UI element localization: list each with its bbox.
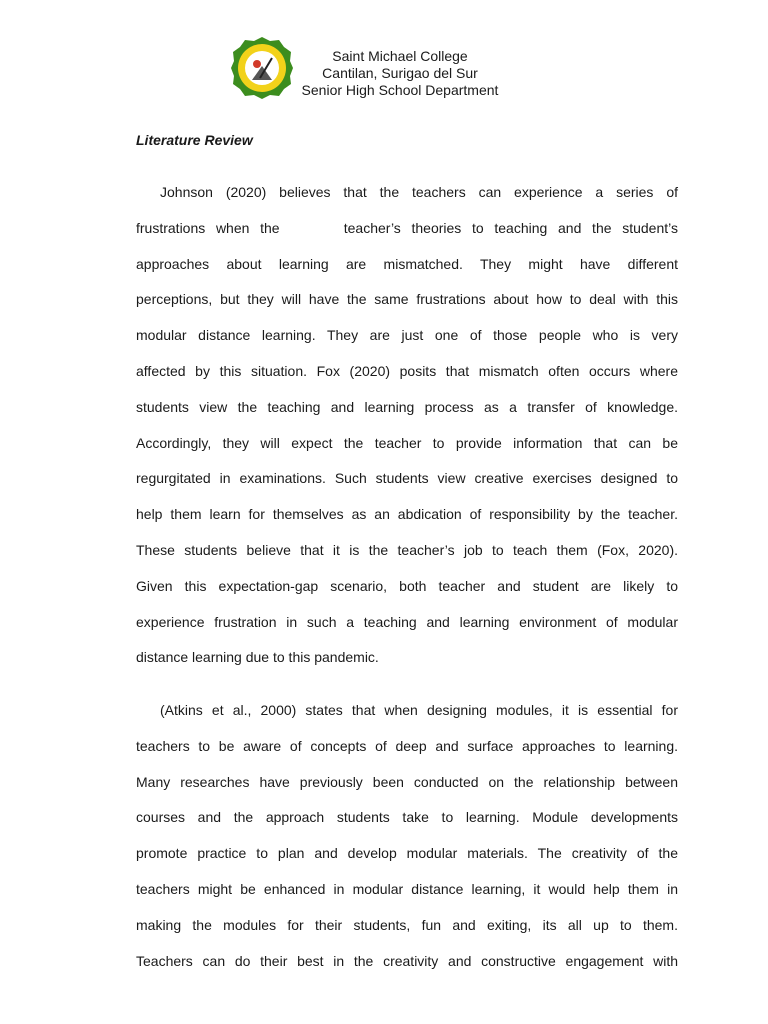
document-header [280, 48, 520, 99]
text-line: promote practice to plan and develop modular materials. The creativity of the [136, 845, 678, 862]
text-line: modular distance learning. They are just one of those people who is very [136, 327, 678, 344]
text-line: affected by this situation. Fox (2020) posits that mismatch often occurs where [136, 362, 678, 379]
text-line: teachers might be enhanced in modular distance learning, it would help them in [136, 880, 678, 897]
department-name: Senior High School Department [301, 82, 499, 98]
school-location: Cantilan, Surigao del Sur [322, 65, 478, 81]
section-title: Literature Review [136, 132, 253, 148]
text-line: Accordingly, they will expect the teacher to provide information that can be [136, 434, 678, 451]
text-line: frustrations when the teacher’s theories to teaching and the student’s [136, 219, 678, 236]
paragraph-2 [136, 700, 678, 986]
text-line: Teachers can do their best in the creativity and constructive engagement with [136, 952, 678, 969]
text-line: experience frustration in such a teaching and learning environment of modular [136, 613, 678, 630]
paragraph-1 [136, 182, 678, 683]
text-line: help them learn for themselves as an abdication of responsibility by the teacher. [136, 506, 678, 523]
text-line: distance learning due to this pandemic. [136, 649, 379, 666]
text-line: making the modules for their students, fun and exiting, its all up to them. [136, 916, 678, 933]
text-line: Given this expectation-gap scenario, both teacher and student are likely to [136, 577, 678, 594]
text-line: teachers to be aware of concepts of deep and surface approaches to learning. [136, 737, 678, 754]
text-line: students view the teaching and learning process as a transfer of knowledge. [136, 398, 678, 415]
text-line: perceptions, but they will have the same frustrations about how to deal with this [136, 291, 678, 308]
text-line: approaches about learning are mismatched. They might have different [136, 255, 678, 272]
text-line: Johnson (2020) believes that the teachers can experience a series of [160, 184, 678, 200]
text-line: courses and the approach students take to learning. Module developments [136, 809, 678, 826]
text-line: (Atkins et al., 2000) states that when designing modules, it is essential for [160, 702, 678, 718]
school-name: Saint Michael College [332, 48, 468, 64]
text-line: Many researches have previously been conducted on the relationship between [136, 773, 678, 790]
text-line: regurgitated in examinations. Such students view creative exercises designed to [136, 470, 678, 487]
text-line: These students believe that it is the teacher’s job to teach them (Fox, 2020). [136, 541, 678, 558]
